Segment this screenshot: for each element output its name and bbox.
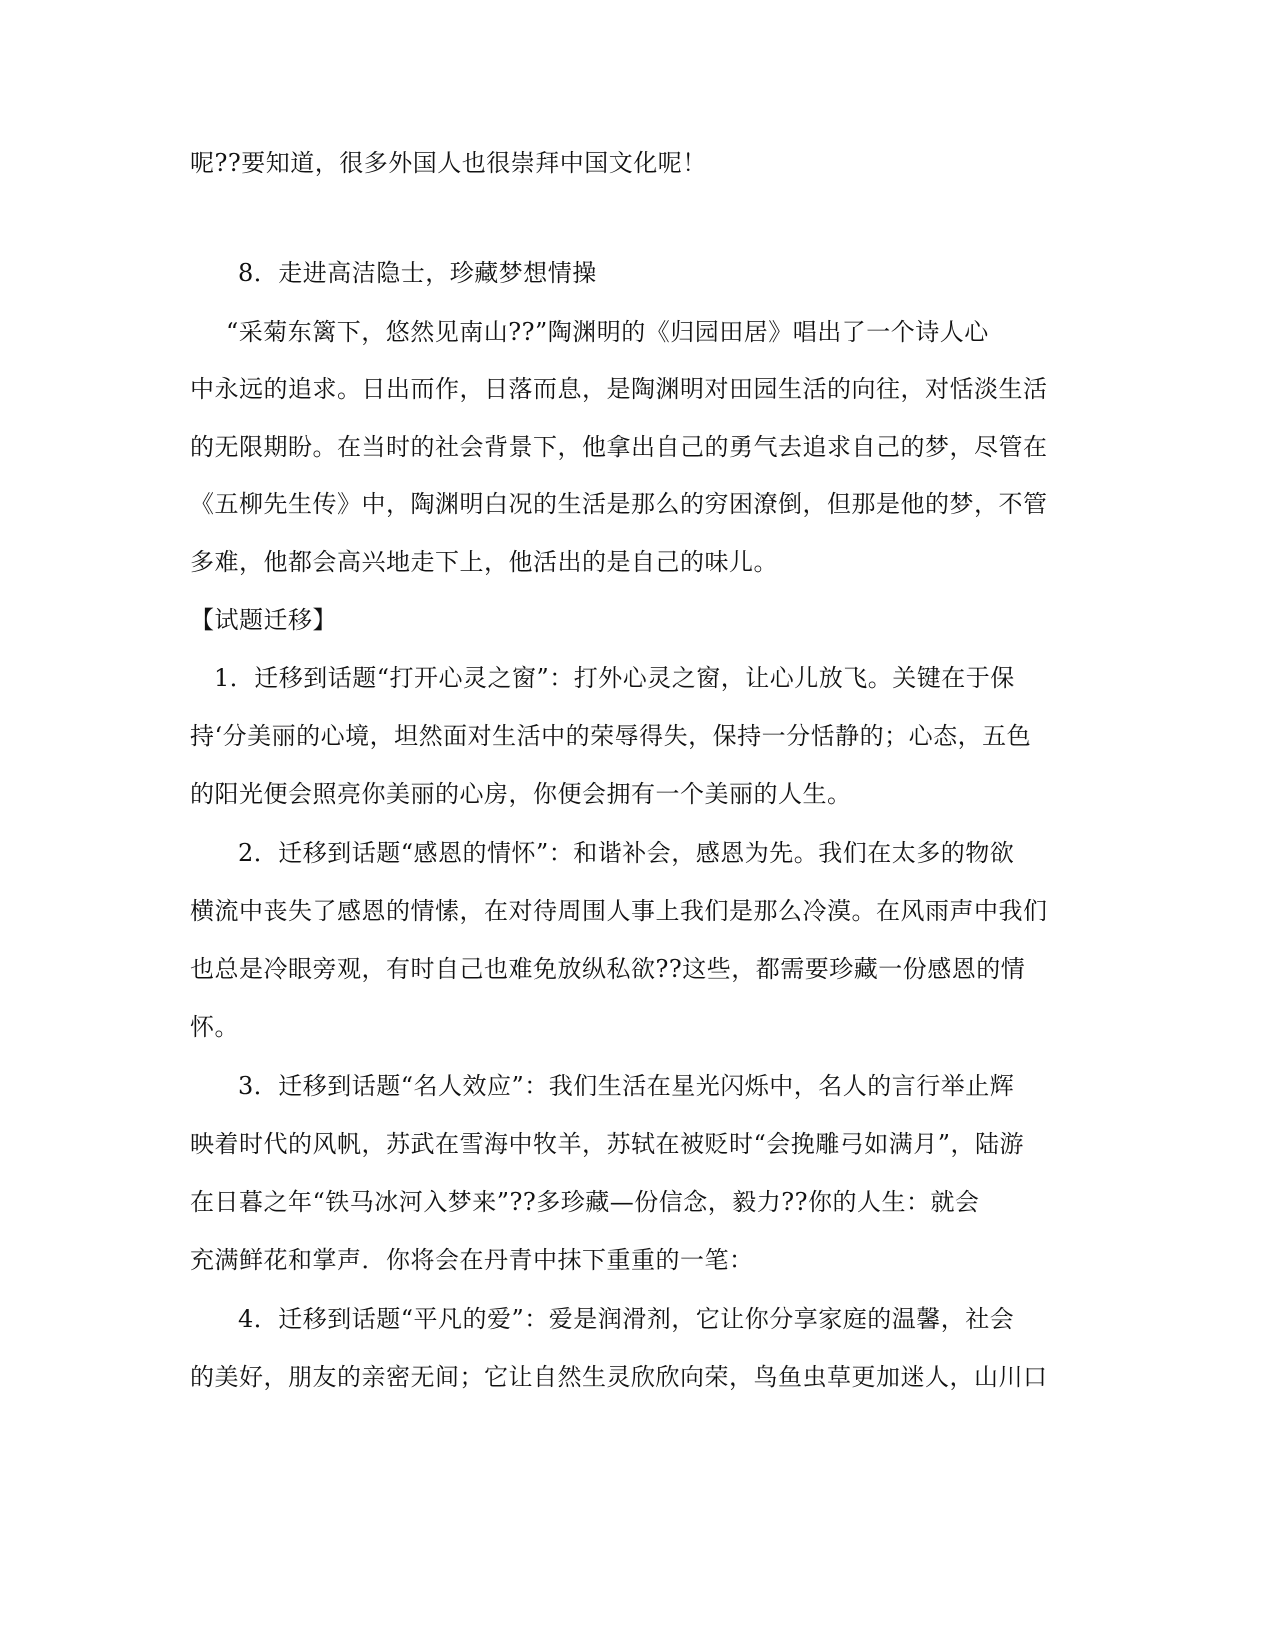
paragraph-line: 持‘分美丽的心境，坦然面对生活中的荣辱得失，保持一分恬静的；心态，五色 — [190, 722, 1032, 750]
paragraph-line: 在日暮之年“铁马冰河入梦来”??多珍藏—份信念，毅力??你的人生：就会 — [190, 1188, 980, 1216]
paragraph-line: 的阳光便会照亮你美丽的心房，你便会拥有一个美丽的人生。 — [190, 780, 852, 808]
paragraph-line: 的美好，朋友的亲密无间；它让自然生灵欣欣向荣，鸟鱼虫草更加迷人，山川口 — [190, 1363, 1048, 1391]
paragraph-line: “采菊东篱下，悠然见南山??”陶渊明的《归园田居》唱出了一个诗人心 — [226, 318, 989, 346]
paragraph-line: 中永远的追求。日出而作，日落而息，是陶渊明对田园生活的向往，对恬淡生活 — [190, 375, 1048, 403]
paragraph-line: 也总是冷眼旁观，有时自己也难免放纵私欲??这些，都需要珍藏一份感恩的情 — [190, 955, 1026, 983]
paragraph-line: 2．迁移到话题“感恩的情怀”：和谐补会，感恩为先。我们在太多的物欲 — [238, 839, 1015, 867]
paragraph-line: 3．迁移到话题“名人效应”：我们生活在星光闪烁中，名人的言行举止辉 — [238, 1072, 1015, 1100]
section-heading: 8．走进高洁隐士，珍藏梦想情操 — [238, 259, 597, 287]
paragraph-line: 多难，他都会高兴地走下上，他活出的是自己的味儿。 — [190, 548, 778, 576]
paragraph-line: 横流中丧失了感恩的情愫，在对待周围人事上我们是那么冷漠。在风雨声中我们 — [190, 897, 1048, 925]
paragraph-line: 1．迁移到话题“打开心灵之窗”：打外心灵之窗，让心儿放飞。关键在于保 — [214, 664, 1015, 692]
paragraph-line: 《五柳先生传》中，陶渊明白况的生活是那么的穷困潦倒，但那是他的梦，不管 — [190, 490, 1048, 518]
text-line: 呢??要知道，很多外国人也很崇拜中国文化呢！ — [190, 149, 707, 177]
paragraph-line: 充满鲜花和掌声．你将会在丹青中抹下重重的一笔： — [190, 1246, 754, 1274]
paragraph-line: 的无限期盼。在当时的社会背景下，他拿出自己的勇气去追求自己的梦，尽管在 — [190, 433, 1048, 461]
paragraph-line: 映着时代的风帆，苏武在雪海中牧羊，苏轼在被贬时“会挽雕弓如满月”，陆游 — [190, 1130, 1025, 1158]
paragraph-line: 4．迁移到话题“平凡的爱”：爱是润滑剂，它让你分享家庭的温馨，社会 — [238, 1305, 1015, 1333]
paragraph-line: 怀。 — [190, 1013, 239, 1041]
subsection-heading: 【试题迁移】 — [190, 606, 337, 634]
